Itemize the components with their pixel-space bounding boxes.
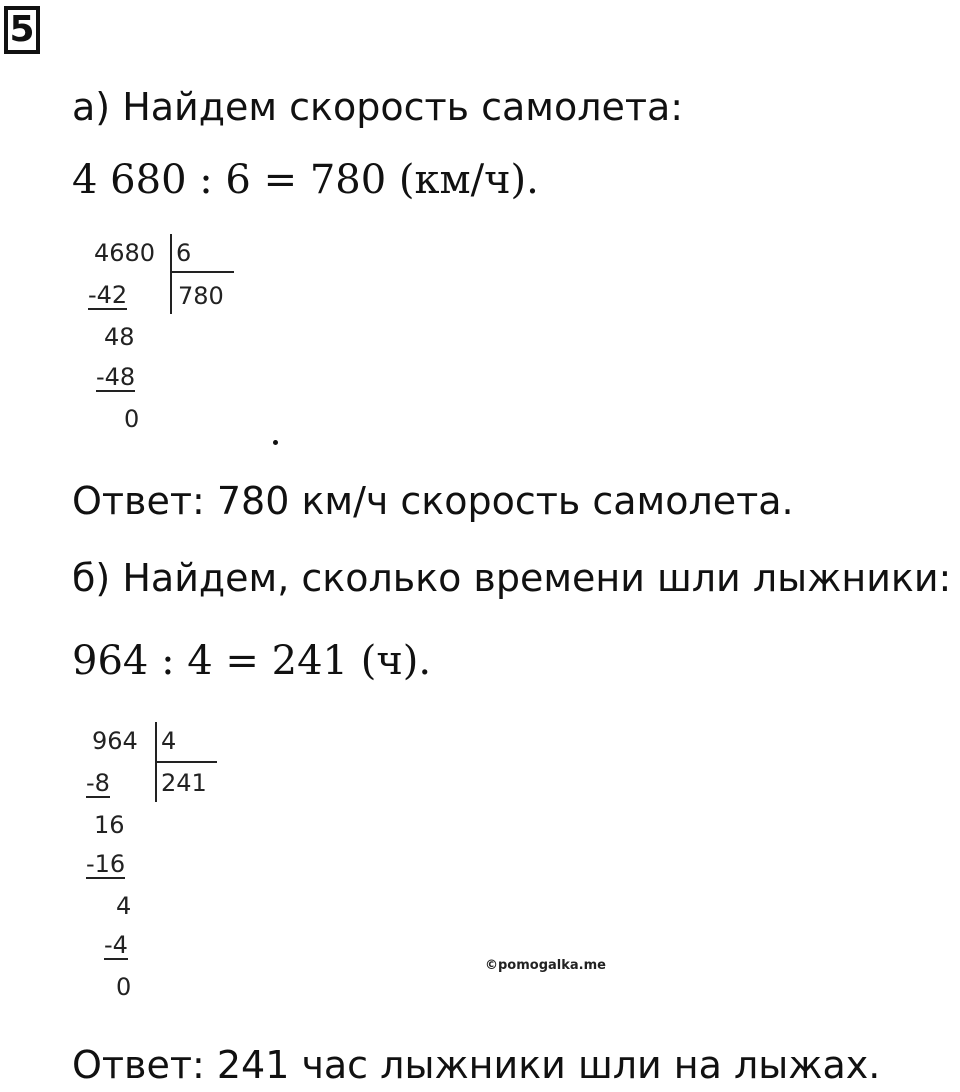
part-a-answer: Ответ: 780 км/ч скорость самолета. <box>72 479 794 523</box>
part-b-heading: б) Найдем, сколько времени шли лыжники: <box>72 556 952 600</box>
division-vertical-line <box>170 234 172 314</box>
part-b-equation: 964 : 4 = 241 (ч). <box>72 638 432 684</box>
division-step: -42 <box>88 281 128 309</box>
division-step: -16 <box>86 850 126 878</box>
division-dividend: 964 <box>92 727 138 755</box>
division-step: 0 <box>116 973 132 1001</box>
watermark: ©pomogalka.me <box>485 958 606 973</box>
part-b-answer: Ответ: 241 час лыжники шли на лыжах. <box>72 1043 881 1087</box>
division-quotient: 241 <box>161 769 207 797</box>
division-quotient: 780 <box>178 282 224 310</box>
division-step: 16 <box>94 811 125 839</box>
stray-dot <box>273 440 278 445</box>
division-horizontal-line <box>170 271 234 273</box>
division-step: -48 <box>96 363 136 391</box>
division-step: 4 <box>116 892 132 920</box>
part-a-equation: 4 680 : 6 = 780 (км/ч). <box>72 157 539 203</box>
division-divisor: 4 <box>161 727 177 755</box>
division-step: -4 <box>104 931 128 959</box>
division-horizontal-line <box>155 761 217 763</box>
division-dividend: 4680 <box>94 239 156 267</box>
division-step: -8 <box>86 769 110 797</box>
division-step: 0 <box>124 405 140 433</box>
part-a-heading: а) Найдем скорость самолета: <box>72 85 684 129</box>
division-step: 48 <box>104 323 135 351</box>
division-divisor: 6 <box>176 239 192 267</box>
task-number-badge: 5 <box>4 6 40 54</box>
